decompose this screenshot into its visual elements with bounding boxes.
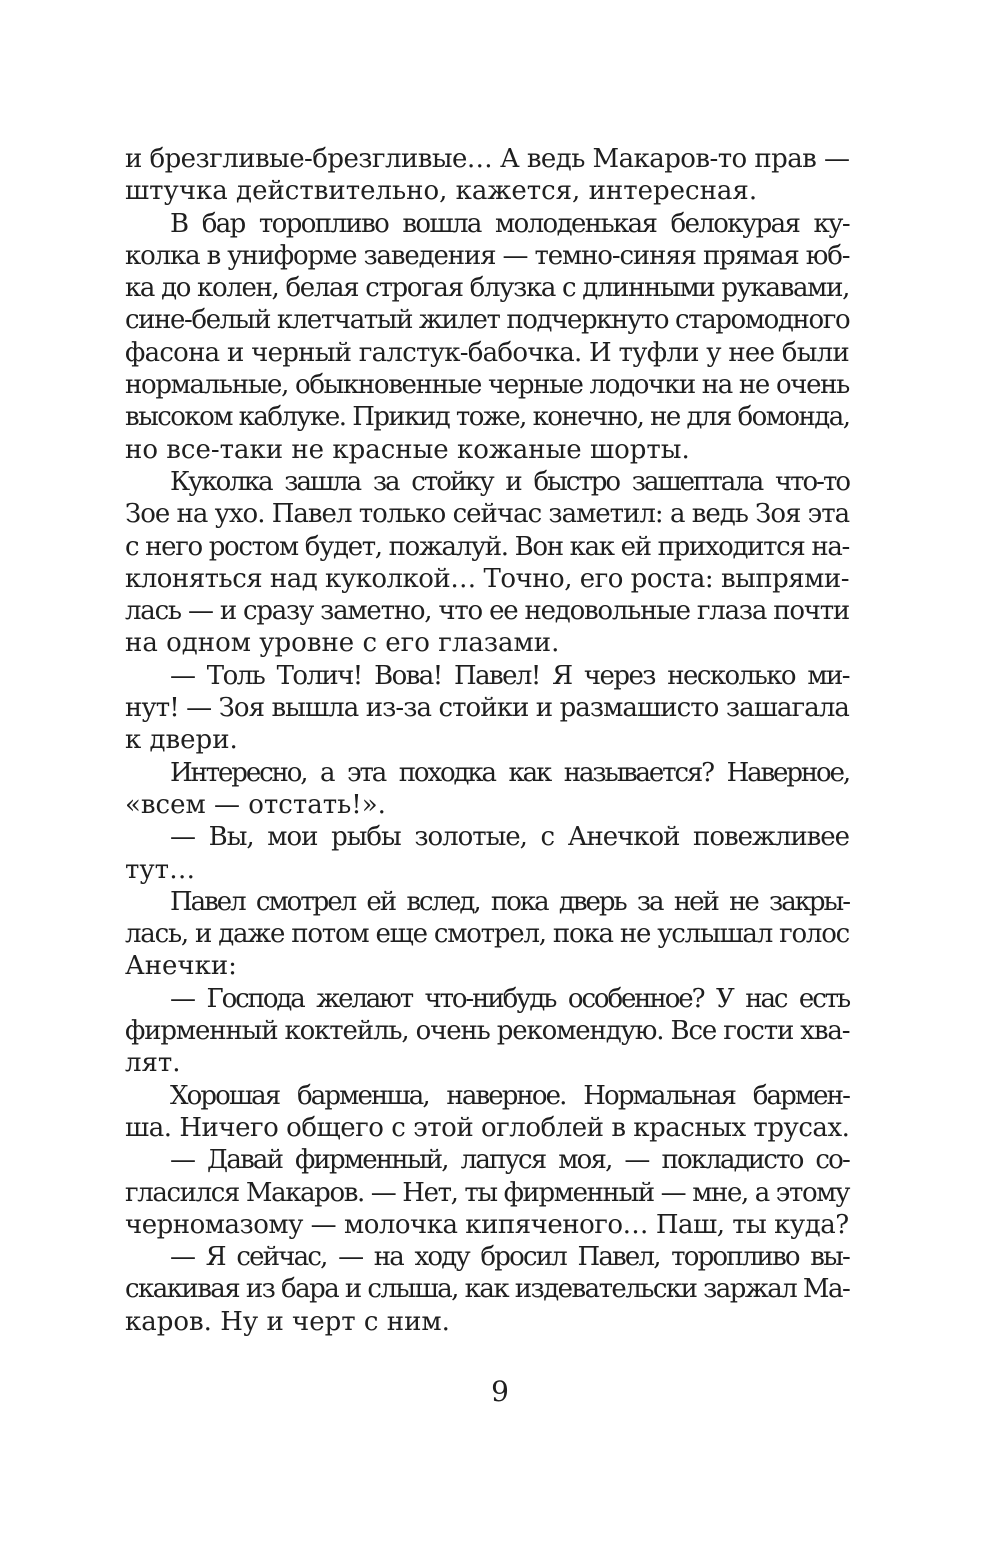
text-line: но все-таки не красные кожаные шорты. <box>125 434 690 465</box>
text-line: Анечки: <box>125 951 237 982</box>
text-line: — Господа желают что-нибудь особенное? У нас есть <box>170 983 849 1014</box>
text-line: к двери. <box>125 725 238 756</box>
text-line: Павел смотрел ей вслед, пока дверь за ней не закры- <box>170 886 849 917</box>
text-line: Хорошая барменша, наверное. Нормальная бармен- <box>170 1080 849 1111</box>
text-line: — Давай фирменный, лапуся моя, — покладисто со- <box>170 1145 849 1176</box>
text-line: «всем — отстать!». <box>125 789 386 820</box>
text-line: с него ростом будет, пожалуй. Вон как ей приходится на- <box>125 531 849 562</box>
text-line: и брезгливые-брезгливые… А ведь Макаров-то прав — <box>125 144 850 174</box>
text-line: нормальные, обыкновенные черные лодочки на не очень <box>125 370 849 401</box>
text-line: каров. Ну и черт с ним. <box>125 1306 450 1337</box>
page-number: 9 <box>491 1375 509 1408</box>
text-line: — Я сейчас, — на ходу бросил Павел, торопливо вы- <box>170 1242 849 1273</box>
text-line: клоняться над куколкой… Точно, его роста: выпрями- <box>125 563 849 594</box>
text-line: высоком каблуке. Прикид тоже, конечно, не для бомонда, <box>125 402 850 433</box>
text-line: тут… <box>125 854 196 885</box>
text-line: — Вы, мои рыбы золотые, с Анечкой повежливее <box>170 822 849 853</box>
text-line: лят. <box>125 1048 181 1079</box>
text-line: фасона и черный галстук-бабочка. И туфли у нее были <box>125 337 849 368</box>
text-line: на одном уровне с его глазами. <box>125 628 560 659</box>
text-line: — Толь Толич! Вова! Павел! Я через несколько ми- <box>170 660 849 691</box>
text-line: В бар торопливо вошла молоденькая белокурая ку- <box>170 208 849 239</box>
text-line: скакивая из бара и слыша, как издевательски заржал Ма- <box>125 1274 850 1305</box>
text-line: ка до колен, белая строгая блузка с длинными рукавами, <box>125 273 849 304</box>
text-line: черномазому — молочка кипяченого… Паш, ты куда? <box>125 1209 849 1240</box>
text-line: гласился Макаров. — Нет, ты фирменный — мне, а этому <box>125 1177 849 1208</box>
text-line: Интересно, а эта походка как называется? Наверное, <box>170 757 849 788</box>
text-line: Куколка зашла за стойку и быстро зашептала что-то <box>170 466 849 497</box>
text-line: колка в униформе заведения — темно-синяя прямая юб- <box>125 240 850 271</box>
text-line: нут! — Зоя вышла из-за стойки и размашисто зашагала <box>125 693 849 724</box>
text-line: штучка действительно, кажется, интересная. <box>125 176 758 207</box>
text-line: лась, и даже потом еще смотрел, пока не услышал голос <box>125 919 850 950</box>
text-line: фирменный коктейль, очень рекомендую. Все гости хва- <box>125 1016 850 1047</box>
text-line: лась — и сразу заметно, что ее недовольные глаза почти <box>125 596 849 627</box>
text-line: Зое на ухо. Павел только сейчас заметил: а ведь Зоя эта <box>125 499 850 530</box>
text-line: ша. Ничего общего с этой оглоблей в красных трусах. <box>125 1112 850 1143</box>
text-line: сине-белый клетчатый жилет подчеркнуто старомодного <box>125 305 850 336</box>
page-body <box>125 143 849 1338</box>
